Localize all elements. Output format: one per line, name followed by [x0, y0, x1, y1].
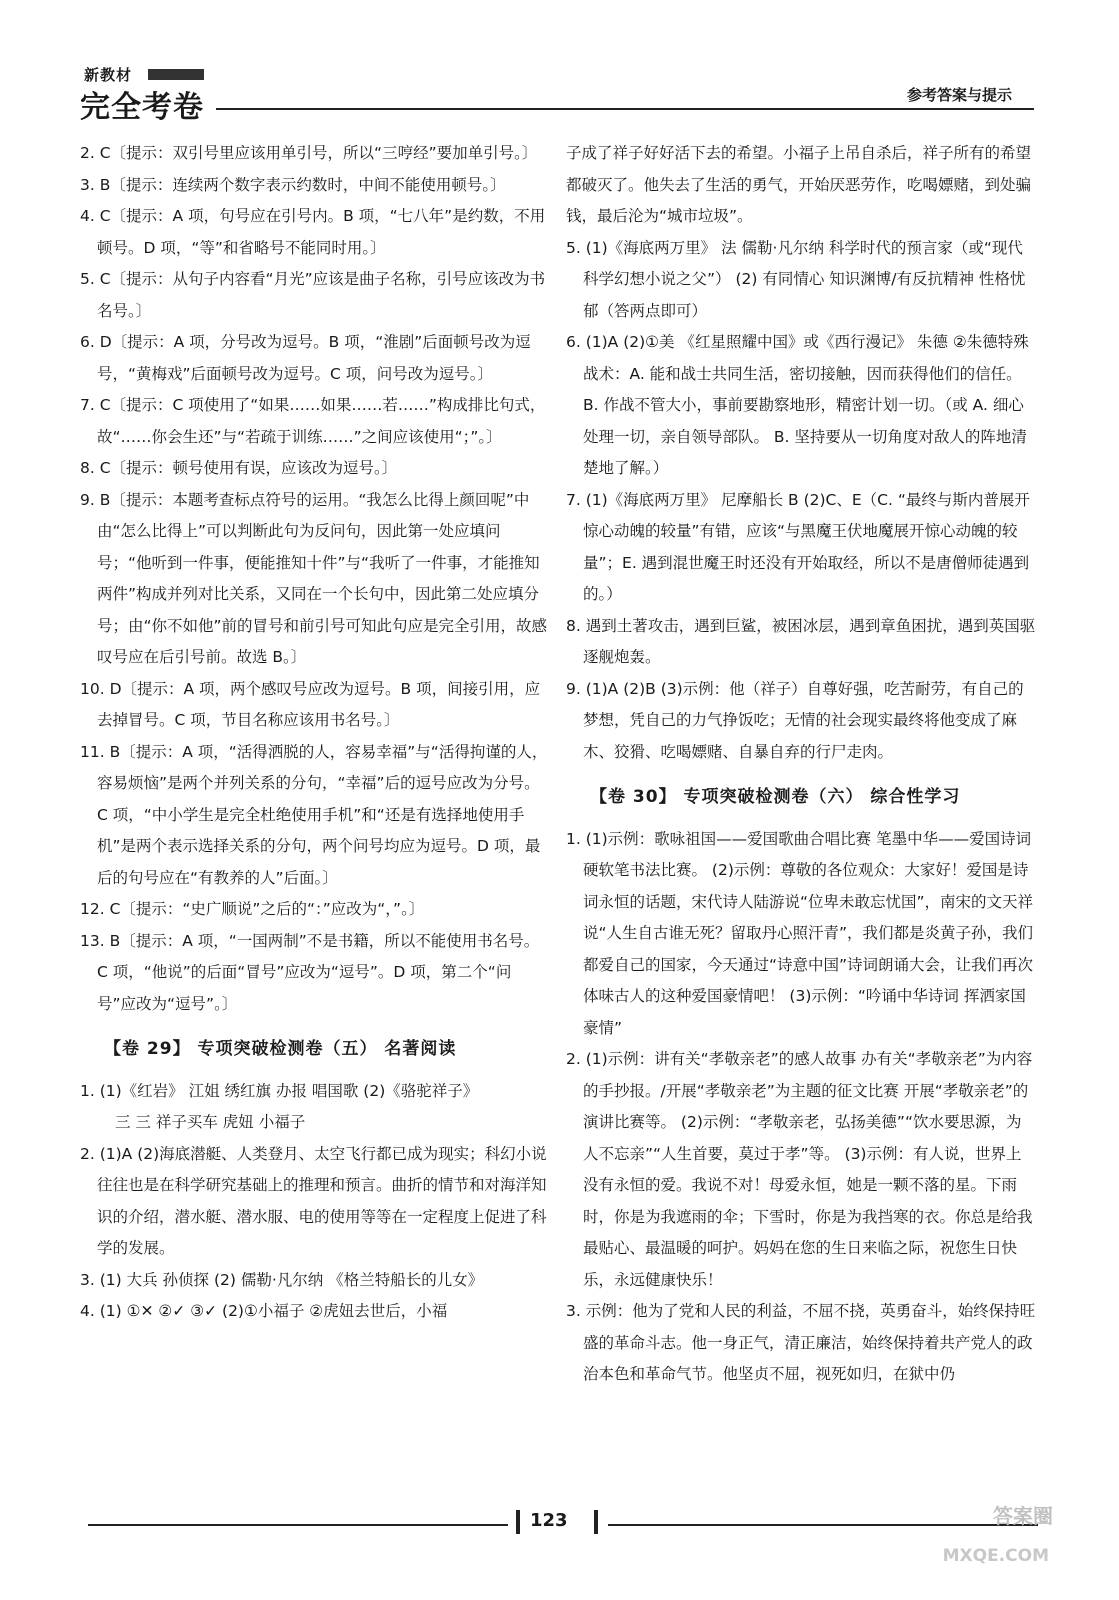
answer-item: 2. (1)示例：讲有关“孝敬亲老”的感人故事 办有关“孝敬亲老”为内容的手抄报。/开展“孝敬亲老”为主题的征文比赛 开展“孝敬亲老”的演讲比赛等。 (2)示例：“孝敬亲老，弘扬美德”“饮水要思源，为人不忘亲”“人生首要，莫过于孝”等。 (3)示例：有人说，世界上没有永恒的爱。我说不对！母爱永恒，她是一颗不落的星。下雨时，你是为我遮雨的伞；下雪时，你是为我挡寒的衣。你总是给我最贴心、最温暖的呵护。妈妈在您的生日来临之际，祝您生日快乐，永远健康快乐！ [566, 1050, 1033, 1289]
answer-item: 9. B〔提示：本题考查标点符号的运用。“我怎么比得上颜回呢”中由“怎么比得上”可以判断此句为反问句，因此第一处应填问号；“他听到一件事，便能推知十件”与“我听了一件事，才能推知两件”构成并列对比关系，又同在一个长句中，因此第二处应填分号；由“你不如他”前的冒号和前引号可知此句应是完全引用，故感叹号应在后引号前。故选 B。〕 [80, 490, 548, 666]
logo-title: 完全考卷 [80, 90, 204, 125]
section-title-29: 【卷 29】 专项突破检测卷（五） 名著阅读 [104, 1039, 457, 1059]
answer-item: 2. C〔提示：双引号里应该用单引号，所以“三哼经”要加单引号。〕 [80, 144, 538, 162]
watermark-url: MXQE.COM [942, 1546, 1049, 1566]
footer-bar-left [516, 1510, 520, 1534]
answer-item: 1. (1)《红岩》 江姐 绣红旗 办报 唱国歌 (2)《骆驼祥子》 [80, 1081, 479, 1100]
header-section-title: 参考答案与提示 [906, 86, 1012, 104]
answer-item: 11. B〔提示：A 项，“活得洒脱的人，容易幸福”与“活得拘谨的人，容易烦恼”是两个并列关系的分句，“幸福”后的逗号应改为分号。C 项，“中小学生是完全杜绝使用手机”和“还是有选择地使用手机”是两个表示选择关系的分句，两个问号均应为逗号。D 项，最后的句号应在“有教养的人”后面。〕 [80, 742, 548, 887]
answer-item: 5. C〔提示：从句子内容看“月光”应该是曲子名称，引号应该改为书名号。〕 [80, 270, 546, 320]
answer-item: 3. 示例：他为了党和人民的利益，不屈不挠，英勇奋斗，始终保持旺盛的革命斗志。他一身正气，清正廉洁，始终保持着共产党人的政治本色和革命气节。他坚贞不屈，视死如归，在狱中仍 [566, 1302, 1036, 1383]
answer-item: 4. C〔提示：A 项，句号应在引号内。B 项，“七八年”是约数，不用顿号。D 项，“等”和省略号不能同时用。〕 [80, 207, 546, 257]
answer-item: 4. (1) ①✕ ②✓ ③✓ (2)①小福子 ②虎妞去世后，小福 [80, 1302, 448, 1320]
footer-rule-left [88, 1524, 508, 1526]
answer-item: 9. (1)A (2)B (3)示例：他（祥子）自尊好强，吃苦耐劳，有自己的梦想，凭自己的力气挣饭吃；无情的社会现实最终将他变成了麻木、狡猾、吃喝嫖赌、自暴自弃的行尸走肉。 [566, 679, 1024, 761]
footer-bar-right [594, 1510, 598, 1534]
answer-item: 1. (1)示例：歌咏祖国——爱国歌曲合唱比赛 笔墨中华——爱国诗词硬软笔书法比赛。 (2)示例：尊敬的各位观众：大家好！爱国是诗词永恒的话题，宋代诗人陆游说“位卑未敢忘忧国”，南宋的文天祥说“人生自古谁无死？留取丹心照汗青”，我们都是炎黄子孙，我们都爱自己的国家，今天通过“诗意中国”诗词朗诵大会，让我们再次体味古人的这种爱国豪情吧！ (3)示例：“吟诵中华诗词 挥洒家国豪情” [566, 829, 1034, 1037]
page-header [78, 60, 1038, 125]
answer-item-continuation: 子成了祥子好好活下去的希望。小福子上吊自杀后，祥子所有的希望都破灭了。他失去了生活的勇气，开始厌恶劳作，吃喝嫖赌，到处骗钱，最后沦为“城市垃圾”。 [566, 144, 1032, 225]
page-number: 123 [530, 1510, 568, 1531]
answer-item: 3. (1) 大兵 孙侦探 (2) 儒勒·凡尔纳 《格兰特船长的儿女》 [80, 1270, 484, 1289]
answer-item: 6. D〔提示：A 项，分号改为逗号。B 项，“淮剧”后面顿号改为逗号，“黄梅戏”后面顿号改为逗号。C 项，问号改为逗号。〕 [80, 333, 531, 383]
answer-item: 5. (1)《海底两万里》 法 儒勒·凡尔纳 科学时代的预言家（或“现代科学幻想小说之父”） (2) 有同情心 知识渊博/有反抗精神 性格忧郁（答两点即可） [566, 238, 1026, 320]
logo-bar [148, 69, 204, 80]
answer-item-continuation: 三 三 祥子买车 虎妞 小福子 [115, 1113, 306, 1131]
answer-item: 2. (1)A (2)海底潜艇、人类登月、太空飞行都已成为现实；科幻小说往往也是在科学研究基础上的推理和预言。曲折的情节和对海洋知识的介绍，潜水艇、潜水服、电的使用等等在一定程度上促进了科学的发展。 [80, 1144, 547, 1257]
logo-subtitle: 新教材 [84, 66, 133, 84]
section-title-30: 【卷 30】 专项突破检测卷（六） 综合性学习 [590, 787, 961, 807]
answer-item: 7. (1)《海底两万里》 尼摩船长 B (2)C、E（C. “最终与斯内普展开惊心动魄的较量”有错，应该“与黑魔王伏地魔展开惊心动魄的较量”；E. 遇到混世魔王时还没有开始取经，所以不是唐僧师徒遇到的。） [566, 490, 1030, 603]
header-rule [216, 108, 1034, 110]
answer-item: 8. C〔提示：顿号使用有误，应该改为逗号。〕 [80, 459, 398, 477]
answer-item: 10. D〔提示：A 项，两个感叹号应改为逗号。B 项，间接引用，应去掉冒号。C 项，节目名称应该用书名号。〕 [80, 679, 541, 729]
right-column [566, 138, 1036, 1391]
answer-item: 8. 遇到土著攻击，遇到巨鲨，被困冰层，遇到章鱼困扰，遇到英国驱逐舰炮轰。 [566, 616, 1036, 666]
answer-item: 6. (1)A (2)①美 《红星照耀中国》或《西行漫记》 朱德 ②朱德特殊战术：A. 能和战士共同生活，密切接触，因而获得他们的信任。 B. 作战不管大小，事前要勘察地形，精密计划一切。（或 A. 细心处理一切，亲自领导部队。 B. 坚持要从一切角度对敌人的阵地清楚地了解。） [566, 333, 1029, 477]
answer-item: 12. C〔提示：“史广顺说”之后的“：”应改为“，”。〕 [80, 900, 425, 918]
left-column [80, 138, 550, 1328]
watermark-logo: 答案圈 [993, 1504, 1053, 1528]
page-footer [88, 1502, 1038, 1532]
answer-item: 7. C〔提示：C 项使用了“如果……如果……若……”构成排比句式，故“……你会生还”与“若疏于训练……”之间应该使用“；”。〕 [80, 396, 546, 446]
footer-rule-right [608, 1524, 1038, 1526]
answer-item: 13. B〔提示：A 项，“一国两制”不是书籍，所以不能使用书名号。C 项，“他说”的后面“冒号”应改为“逗号”。D 项，第二个“问号”应改为“逗号”。〕 [80, 931, 540, 1013]
answer-item: 3. B〔提示：连续两个数字表示约数时，中间不能使用顿号。〕 [80, 175, 506, 194]
